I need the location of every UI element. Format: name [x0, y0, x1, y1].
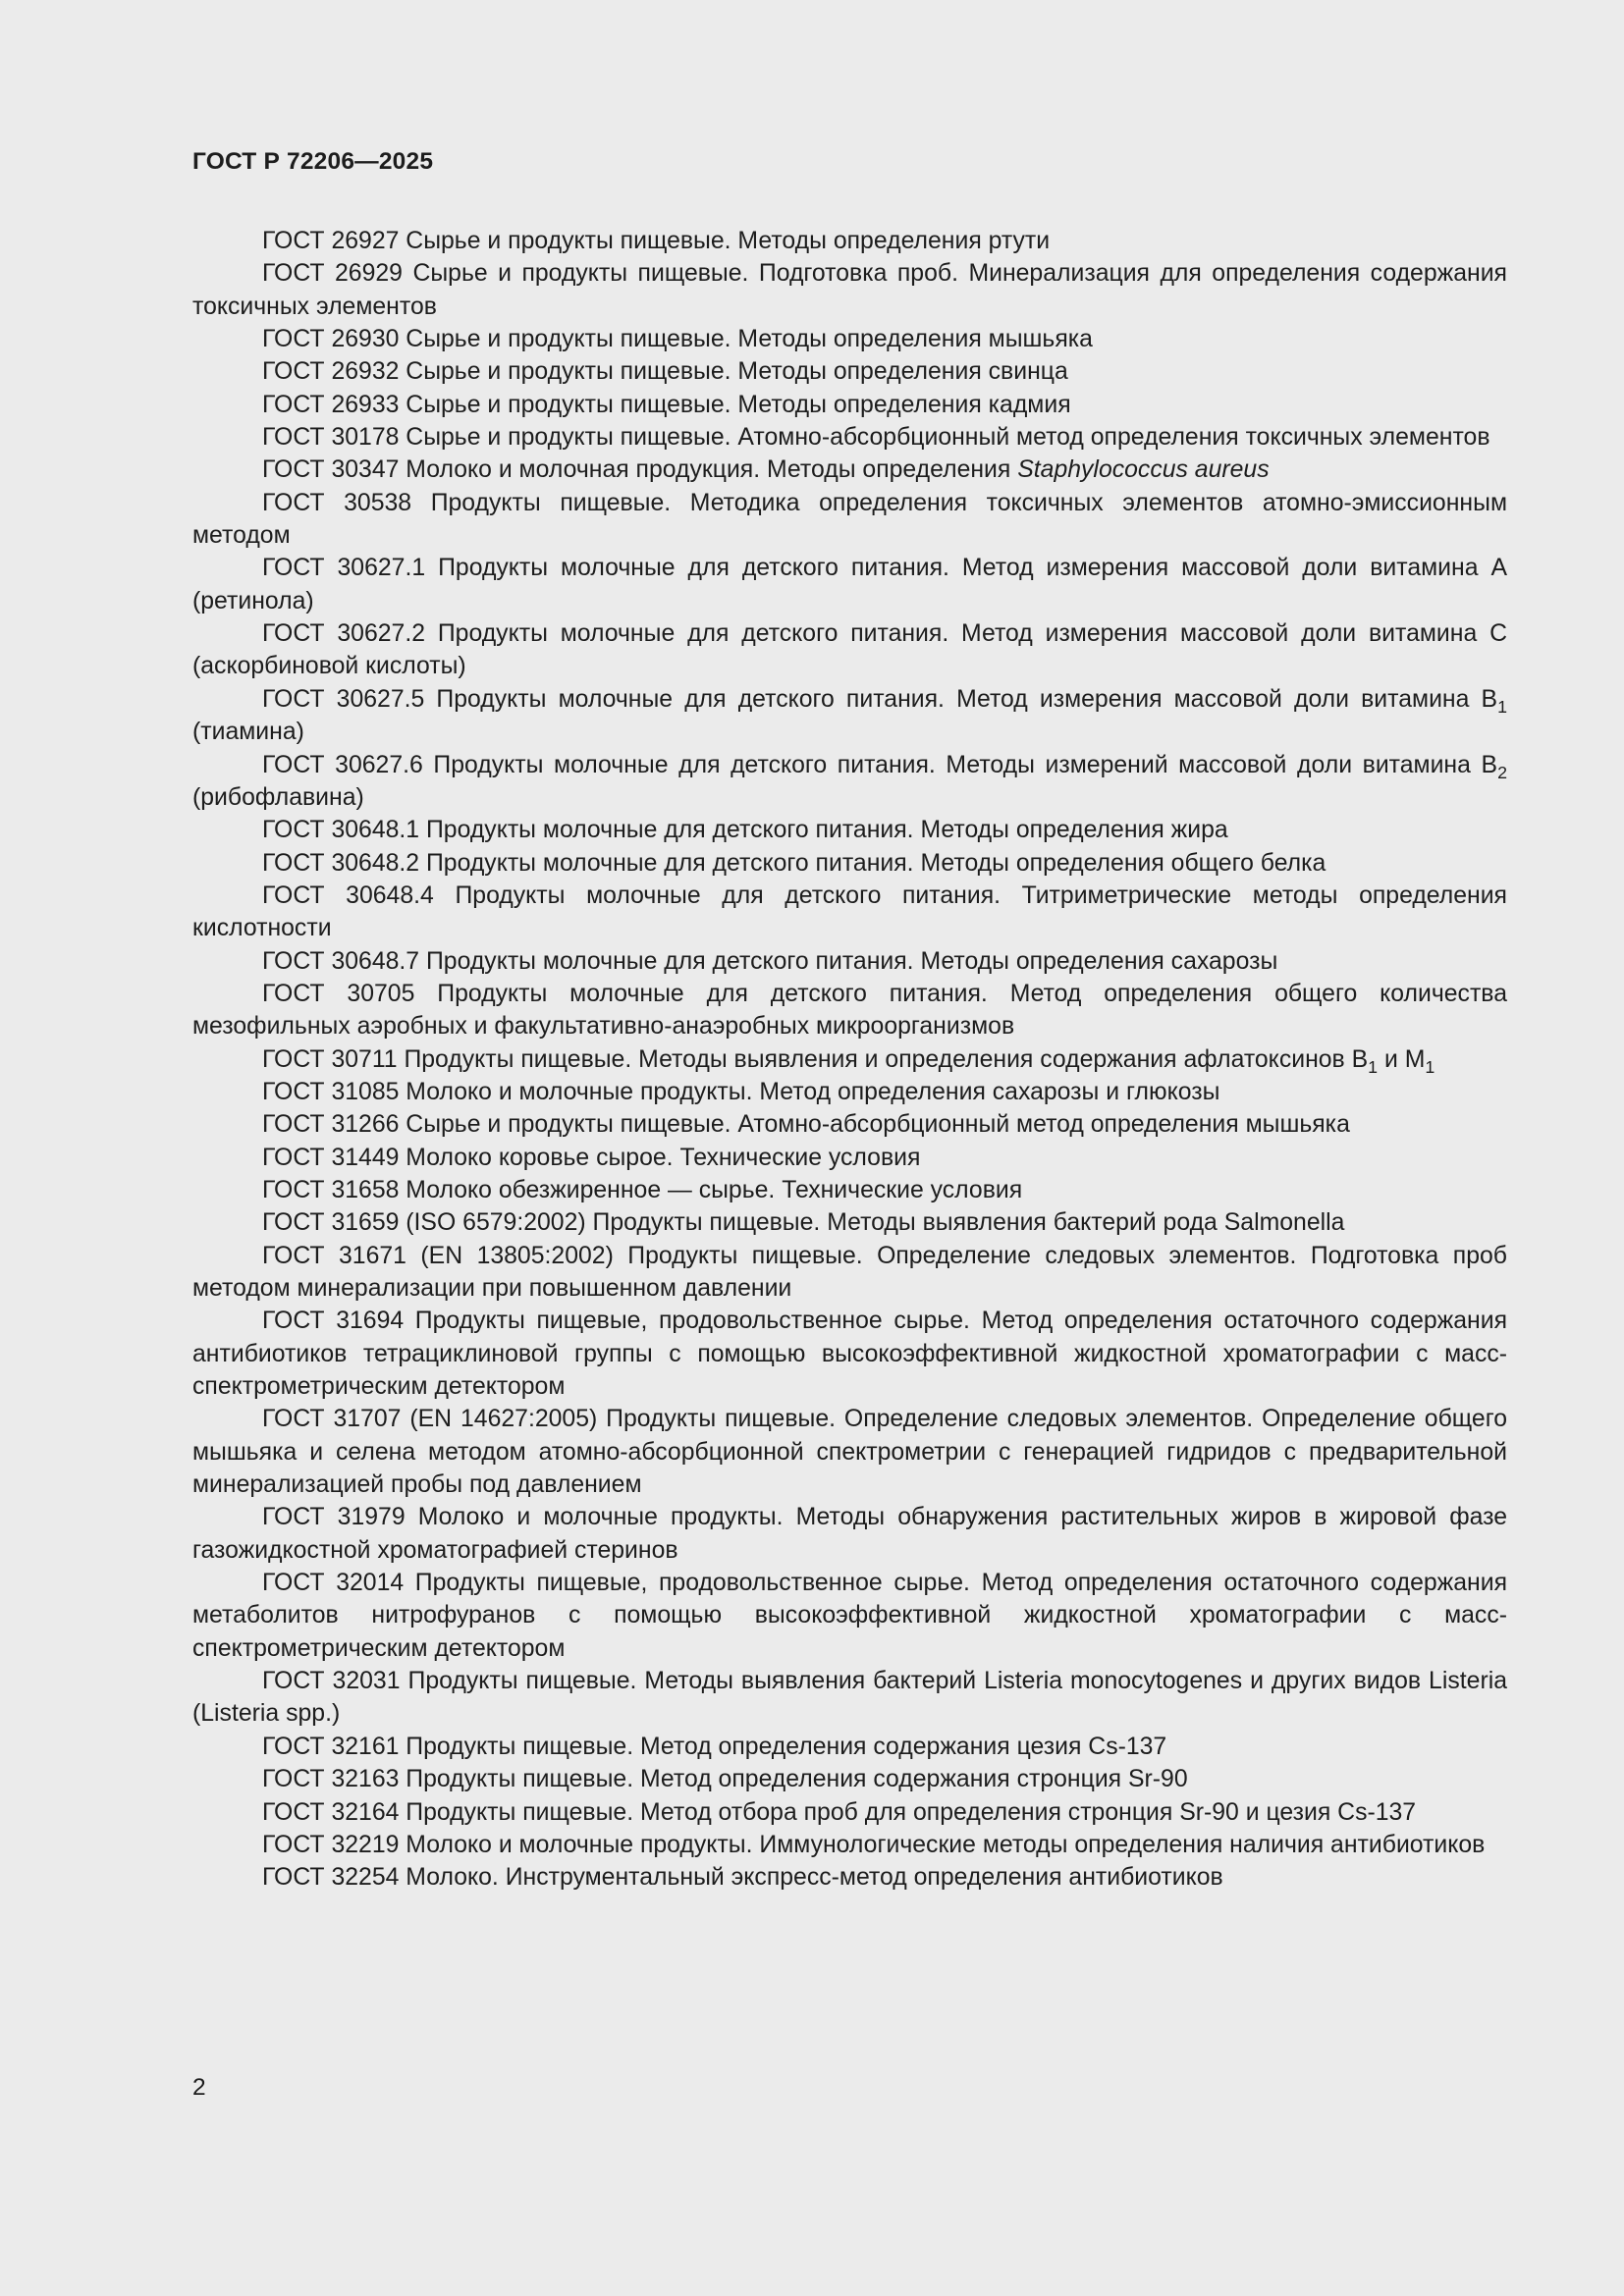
reference-item: ГОСТ 30648.2 Продукты молочные для детского питания. Методы определения общего белка — [262, 849, 1326, 877]
reference-item: ГОСТ 31707 (EN 14627:2005) Продукты пищевые. Определение следовых элементов. Определение общего мышьяка и селена методом атомно-абсорбционной спектрометрии с генерацией гидридов с предварительной минерализацией пробы под давлением — [192, 1406, 1507, 1499]
reference-item: ГОСТ 30711 Продукты пищевые. Методы выявления и определения содержания афлатоксинов $В_1$ и $М_1$ — [262, 1045, 1435, 1077]
reference-item: ГОСТ 32161 Продукты пищевые. Метод определения содержания цезия Cs-137 — [262, 1733, 1167, 1760]
reference-item: ГОСТ 30705 Продукты молочные для детского питания. Метод определения общего количества мезофильных аэробных и факультативно-анаэробных микроорганизмов — [192, 980, 1507, 1041]
reference-item: ГОСТ 31266 Сырье и продукты пищевые. Атомно-абсорбционный метод определения мышьяка — [262, 1111, 1350, 1139]
reference-item: ГОСТ 26930 Сырье и продукты пищевые. Методы определения мышьяка — [262, 326, 1093, 353]
subscript-index: 1 — [1368, 1056, 1379, 1077]
reference-item: ГОСТ 32254 Молоко. Инструментальный экспресс-метод определения антибиотиков — [262, 1864, 1223, 1892]
normative-references-list — [192, 225, 1507, 1895]
reference-item: ГОСТ 30627.1 Продукты молочные для детского питания. Метод измерения массовой доли витамина А (ретинола) — [192, 555, 1507, 614]
reference-item: ГОСТ 30648.7 Продукты молочные для детского питания. Методы определения сахарозы — [262, 947, 1278, 975]
reference-item: ГОСТ 26932 Сырье и продукты пищевые. Методы определения свинца — [262, 358, 1068, 386]
reference-item: ГОСТ 31085 Молоко и молочные продукты. Метод определения сахарозы и глюкозы — [262, 1078, 1220, 1105]
page-number: 2 — [192, 2074, 206, 2101]
subscript-index: 2 — [1497, 762, 1507, 782]
reference-item: ГОСТ 30648.1 Продукты молочные для детского питания. Методы определения жира — [262, 817, 1228, 844]
reference-item: ГОСТ 31671 (EN 13805:2002) Продукты пищевые. Определение следовых элементов. Подготовка проб методом минерализации при повышенном давлении — [192, 1242, 1507, 1302]
reference-item: ГОСТ 32014 Продукты пищевые, продовольственное сырье. Метод определения остаточного содержания метаболитов нитрофуранов с помощью высокоэффективной жидкостной хроматографии с масс-спектрометрическим детектором — [192, 1570, 1507, 1662]
reference-item: ГОСТ 30347 Молоко и молочная продукция. Методы определения Staphylococcus aureus — [262, 456, 1270, 484]
document-header-title: ГОСТ Р 72206—2025 — [192, 148, 434, 175]
reference-item: ГОСТ 31449 Молоко коровье сырое. Технические условия — [262, 1144, 921, 1171]
subscript-index: 1 — [1497, 697, 1507, 718]
reference-item: ГОСТ 30627.6 Продукты молочные для детского питания. Методы измерений массовой доли витамина $В_2$ (рибофлавина) — [192, 751, 1507, 811]
reference-item: ГОСТ 30178 Сырье и продукты пищевые. Атомно-абсорбционный метод определения токсичных элементов — [262, 424, 1490, 452]
reference-item: ГОСТ 31979 Молоко и молочные продукты. Методы обнаружения растительных жиров в жировой фазе газожидкостной хроматографией стеринов — [192, 1504, 1507, 1564]
reference-item: ГОСТ 30627.5 Продукты молочные для детского питания. Метод измерения массовой доли витамина $В_1$ (тиамина) — [192, 685, 1507, 746]
reference-item: ГОСТ 30627.2 Продукты молочные для детского питания. Метод измерения массовой доли витамина С (аскорбиновой кислоты) — [192, 620, 1507, 680]
reference-item: ГОСТ 26927 Сырье и продукты пищевые. Методы определения ртути — [262, 228, 1051, 254]
reference-item: ГОСТ 31659 (ISO 6579:2002) Продукты пищевые. Методы выявления бактерий рода Salmonella — [262, 1209, 1345, 1237]
reference-item: ГОСТ 32164 Продукты пищевые. Метод отбора проб для определения стронция Sr-90 и цезия Cs-137 — [262, 1798, 1417, 1826]
reference-item: ГОСТ 31658 Молоко обезжиренное — сырье. Технические условия — [262, 1176, 1023, 1203]
reference-item: ГОСТ 32031 Продукты пищевые. Методы выявления бактерий Listeria monocytogenes и других видов Listeria (Listeria spp.) — [192, 1668, 1507, 1728]
subscript-index: 1 — [1425, 1056, 1435, 1077]
reference-item: ГОСТ 30538 Продукты пищевые. Методика определения токсичных элементов атомно-эмиссионным методом — [192, 489, 1507, 550]
reference-item: ГОСТ 26933 Сырье и продукты пищевые. Методы определения кадмия — [262, 391, 1071, 418]
italic-term: Staphylococcus aureus — [1017, 456, 1270, 484]
reference-item: ГОСТ 32219 Молоко и молочные продукты. Иммунологические методы определения наличия антибиотиков — [262, 1831, 1486, 1858]
reference-item: ГОСТ 30648.4 Продукты молочные для детского питания. Титриметрические методы определения кислотности — [192, 881, 1507, 942]
reference-item: ГОСТ 31694 Продукты пищевые, продовольственное сырье. Метод определения остаточного содержания антибиотиков тетрациклиновой группы с помощью высокоэффективной жидкостной хроматографии с масс-спектрометрическим детектором — [192, 1308, 1507, 1401]
reference-item: ГОСТ 32163 Продукты пищевые. Метод определения содержания стронция Sr-90 — [262, 1766, 1188, 1793]
reference-item: ГОСТ 26929 Сырье и продукты пищевые. Подготовка проб. Минерализация для определения содержания токсичных элементов — [192, 260, 1507, 320]
